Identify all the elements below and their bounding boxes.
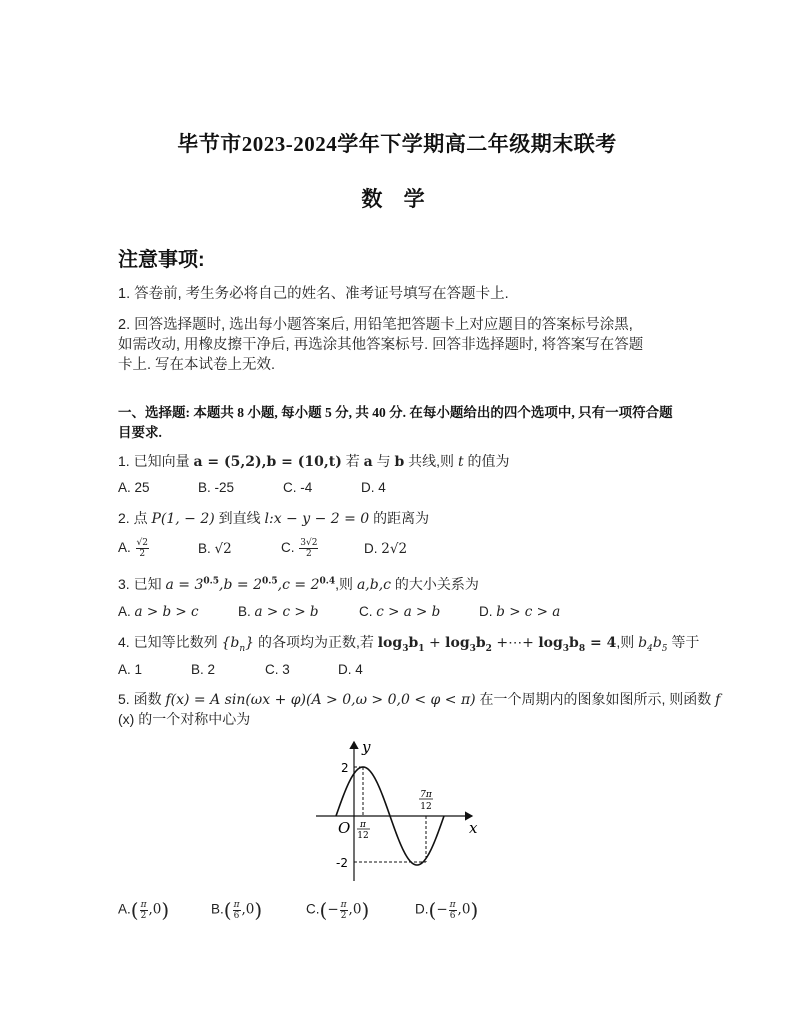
option-label: C. — [359, 604, 373, 619]
numerator: π — [233, 899, 240, 910]
question-3-prefix: 3. 已知 — [118, 576, 166, 592]
question-4-option-d[interactable]: D. 4 — [338, 662, 363, 677]
numerator: √2 — [136, 538, 148, 548]
subscript: n — [239, 643, 246, 654]
option-value: c > a > b — [376, 604, 441, 620]
paren-open: ( — [223, 898, 232, 922]
subject-title: 数 学 — [361, 187, 433, 211]
fraction — [136, 538, 149, 559]
question-4-text: ,则 — [616, 634, 639, 650]
x-axis-label: x — [469, 819, 478, 837]
paren-close: ) — [254, 898, 263, 922]
fraction — [299, 538, 318, 559]
paren-close: ) — [161, 898, 170, 922]
numerator: π — [340, 899, 347, 910]
question-5-option-c[interactable] — [306, 898, 369, 922]
question-4-option-b[interactable]: B. 2 — [191, 662, 216, 677]
function-expression: f(x) = A sin(ωx + φ)(A > 0,ω > 0,0 < φ < π) — [165, 692, 476, 708]
option-value: a > b > c — [134, 604, 199, 620]
question-3 — [118, 574, 479, 594]
option-value: √2 — [214, 541, 232, 557]
fraction — [140, 900, 148, 921]
question-4-option-a[interactable]: A. 1 — [118, 662, 143, 677]
variables-abc: a,b,c — [356, 577, 392, 593]
subscript: 8 — [578, 643, 586, 654]
question-1-text: 共线,则 — [404, 453, 458, 469]
option-label: D. — [364, 541, 378, 556]
sequence-close: } — [245, 635, 255, 651]
log-base: 3 — [402, 643, 409, 654]
question-3-option-c[interactable] — [359, 604, 440, 620]
origin-label: O — [338, 819, 351, 837]
log-8: log — [538, 635, 563, 651]
denominator: 6 — [449, 910, 456, 921]
sine-graph — [310, 736, 490, 886]
denominator: 6 — [233, 910, 240, 921]
option-value: 2√2 — [381, 541, 408, 557]
question-4-suffix: 等于 — [667, 634, 700, 650]
subscript: 2 — [485, 643, 492, 654]
question-4 — [118, 632, 699, 654]
vector-a: a — [363, 454, 373, 470]
question-1-prefix: 1. 已知向量 — [118, 453, 190, 469]
question-1-vectors: a = (5,2),b = (10,t) — [193, 454, 342, 470]
question-1-option-c[interactable]: C. -4 — [283, 480, 313, 495]
notice-item-2-line-3: 卡上. 写在本试卷上无效. — [118, 357, 276, 373]
question-2-suffix: 的距离为 — [369, 510, 430, 526]
exponent: 0.5 — [261, 576, 278, 587]
question-5-line-2: (x) 的一个对称中心为 — [118, 711, 251, 727]
paren-close: ) — [470, 898, 479, 922]
variable-t: t — [457, 454, 464, 470]
subscript: 4 — [647, 643, 653, 654]
x1-numerator: π — [360, 820, 366, 830]
numerator: π — [140, 899, 147, 910]
question-5-option-b[interactable] — [211, 898, 262, 922]
term-b8: b — [569, 635, 579, 651]
question-2-option-d[interactable] — [364, 541, 407, 557]
question-5-prefix: 5. 函数 — [118, 691, 166, 707]
paren-open: ( — [319, 898, 328, 922]
question-4-prefix: 4. 已知等比数列 — [118, 634, 222, 650]
question-3-suffix: 的大小关系为 — [391, 576, 479, 592]
term-b1: b — [408, 635, 419, 651]
question-2 — [118, 508, 429, 528]
option-label: D. — [415, 901, 429, 917]
fraction — [449, 900, 457, 921]
notice-heading: 注意事项: — [118, 249, 205, 271]
paren-open: ( — [130, 898, 139, 922]
notice-item-2-line-1: 2. 回答选择题时, 选出每小题答案后, 用铅笔把答题卡上对应题目的答案标号涂黑, — [118, 317, 633, 333]
fraction — [233, 900, 241, 921]
sequence-open: {b — [221, 635, 240, 651]
equals-4: = 4 — [585, 635, 617, 651]
question-5 — [118, 689, 720, 709]
option-value: a > c > b — [254, 604, 319, 620]
question-3-text: ,则 — [335, 576, 357, 592]
term-b4: b — [638, 635, 648, 651]
option-label: C. — [281, 540, 295, 556]
question-1-suffix: 的值为 — [463, 453, 510, 469]
ellipsis: +⋯+ — [491, 635, 539, 651]
expression-c: ,c = 2 — [277, 577, 320, 593]
denominator: 2 — [139, 549, 146, 559]
minus-sign: − — [327, 901, 339, 918]
question-1-option-d[interactable]: D. 4 — [361, 480, 386, 495]
question-2-option-c[interactable] — [281, 538, 319, 559]
fraction — [340, 900, 348, 921]
log-1: log — [377, 635, 403, 651]
y-axis-label: y — [362, 738, 371, 756]
x2-denominator: 12 — [420, 802, 432, 812]
function-f: f — [715, 692, 721, 708]
question-2-prefix: 2. 点 — [118, 510, 152, 526]
option-label: A. — [118, 604, 131, 619]
option-label: B. — [198, 541, 211, 556]
question-2-option-a[interactable] — [118, 538, 150, 559]
option-tail: ,0 — [148, 901, 162, 918]
option-label: A. — [118, 901, 131, 917]
notice-item-2-line-2: 如需改动, 用橡皮擦干净后, 再选涂其他答案标号. 回答非选择题时, 将答案写在答题 — [118, 337, 644, 353]
notice-item-1: 1. 答卷前, 考生务必将自己的姓名、准考证号填写在答题卡上. — [118, 286, 509, 302]
question-3-option-d[interactable] — [479, 604, 560, 620]
paren-open: ( — [428, 898, 437, 922]
question-2-text: 到直线 — [214, 510, 265, 526]
term-b5: b — [652, 635, 662, 651]
log-2: log — [445, 635, 470, 651]
option-tail: ,0 — [241, 901, 255, 918]
option-label: A. — [118, 540, 131, 556]
question-4-option-c[interactable]: C. 3 — [265, 662, 290, 677]
option-label: B. — [238, 604, 251, 619]
option-label: B. — [211, 901, 224, 917]
option-value: b > c > a — [496, 604, 561, 620]
question-5-option-a[interactable] — [118, 898, 169, 922]
x2-numerator: 7π — [420, 790, 432, 800]
question-1-text: 与 — [372, 453, 395, 469]
question-3-option-b[interactable] — [238, 604, 319, 620]
numerator: π — [449, 899, 456, 910]
question-5-text: 在一个周期内的图象如图所示, 则函数 — [475, 691, 716, 707]
y-min-label: -2 — [336, 856, 348, 870]
question-1-option-b[interactable]: B. -25 — [198, 480, 235, 495]
subscript: 1 — [418, 643, 425, 654]
expression-a: a = 3 — [165, 577, 204, 593]
denominator: 2 — [340, 910, 347, 921]
plus-sign: + — [424, 635, 446, 651]
log-base: 3 — [562, 643, 570, 654]
denominator: 2 — [140, 910, 147, 921]
expression-b: ,b = 2 — [219, 577, 262, 593]
paren-close: ) — [361, 898, 370, 922]
minus-sign: − — [436, 901, 448, 918]
question-1-option-a[interactable]: A. 25 — [118, 480, 150, 495]
question-5-option-d[interactable] — [415, 898, 478, 922]
term-b2: b — [475, 635, 486, 651]
option-tail: ,0 — [348, 901, 362, 918]
question-4-text: 的各项均为正数,若 — [254, 634, 378, 650]
option-label: D. — [479, 604, 493, 619]
log-base: 3 — [469, 643, 476, 654]
y-max-label: 2 — [341, 761, 349, 775]
subscript: 5 — [661, 643, 668, 654]
section-1-header: 一、选择题: 本题共 8 小题, 每小题 5 分, 共 40 分. 在每小题给出的四个选项中, 只有一项符合题目要求. — [118, 405, 673, 440]
question-2-option-b[interactable] — [198, 541, 232, 557]
denominator: 2 — [305, 549, 312, 559]
option-label: C. — [306, 901, 320, 917]
question-1-text: 若 — [341, 453, 364, 469]
numerator: 3√2 — [300, 538, 318, 548]
exam-title: 毕节市2023-2024学年下学期高二年级期末联考 — [177, 132, 617, 156]
point-p: P(1, − 2) — [151, 511, 215, 527]
question-1 — [118, 451, 509, 471]
x1-denominator: 12 — [357, 831, 369, 841]
line-l: l:x − y − 2 = 0 — [264, 511, 370, 527]
option-tail: ,0 — [457, 901, 471, 918]
exponent: 0.4 — [319, 576, 336, 587]
exponent: 0.5 — [203, 576, 220, 587]
question-3-option-a[interactable] — [118, 604, 199, 620]
vector-b: b — [394, 454, 405, 470]
